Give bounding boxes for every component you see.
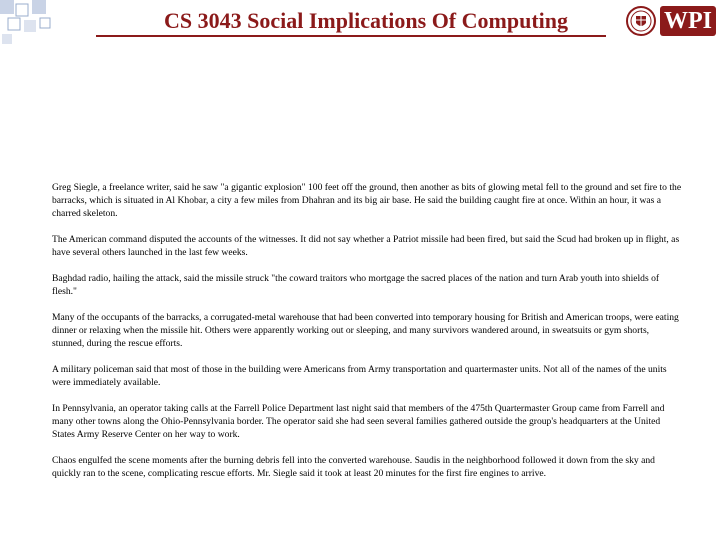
paragraph: Chaos engulfed the scene moments after the burning debris fell into the converted warehouse. Saudis in the neighborhood followed it down from the sky and quickly ran to the scene, complicating rescue efforts. Mr. Siegle said it took at least 20 minutes for the first fire engines to arrive. — [52, 455, 655, 479]
wpi-wordmark-text: WPI — [664, 8, 712, 34]
paragraph: In Pennsylvania, an operator taking calls at the Farrell Police Department last night said that members of the 475th Quartermaster Group came from Farrell and many other towns along the Ohio-Pennsylvania border. The operator said she had seen several families gathered outside the group's headquarters at the United States Army Reserve Center on her way to work. — [52, 403, 665, 440]
article-body — [52, 181, 682, 493]
decorative-squares-icon — [0, 0, 60, 50]
wpi-logo — [626, 4, 718, 38]
page-title: CS 3043 Social Implications Of Computing — [164, 8, 568, 33]
paragraph: A military policeman said that most of those in the building were Americans from Army transportation and quartermaster units. Not all of the names of the units were immediately available. — [52, 364, 667, 388]
paragraph: Baghdad radio, hailing the attack, said the missile struck "the coward traitors who mortgage the sacred places of the nation and turn Arab youth into shields of flesh." — [52, 273, 660, 297]
university-seal-icon — [626, 4, 656, 38]
title-underline — [96, 35, 606, 37]
paragraph: Many of the occupants of the barracks, a corrugated-metal warehouse that had been converted into temporary housing for British and American troops, were eating dinner or relaxing when the missile hit. Others were apparently working out or sleeping, and many survivors wandered around, in sweatsuits or gym shorts, stunned, during the rescue efforts. — [52, 312, 679, 349]
paragraph: The American command disputed the accounts of the witnesses. It did not say whether a Patriot missile had been fired, but said the Scud had broken up in flight, as have several others launched in the last few weeks. — [52, 234, 680, 258]
wpi-wordmark — [660, 6, 716, 36]
paragraph: Greg Siegle, a freelance writer, said he saw "a gigantic explosion" 100 feet off the ground, then another as bits of glowing metal fell to the ground and set fire to the barracks, which is situated in Al Khobar, a city a few miles from Dhahran and its big air base. He said the building caught fire at once. Within an hour, it was a charred skeleton. — [52, 182, 682, 219]
